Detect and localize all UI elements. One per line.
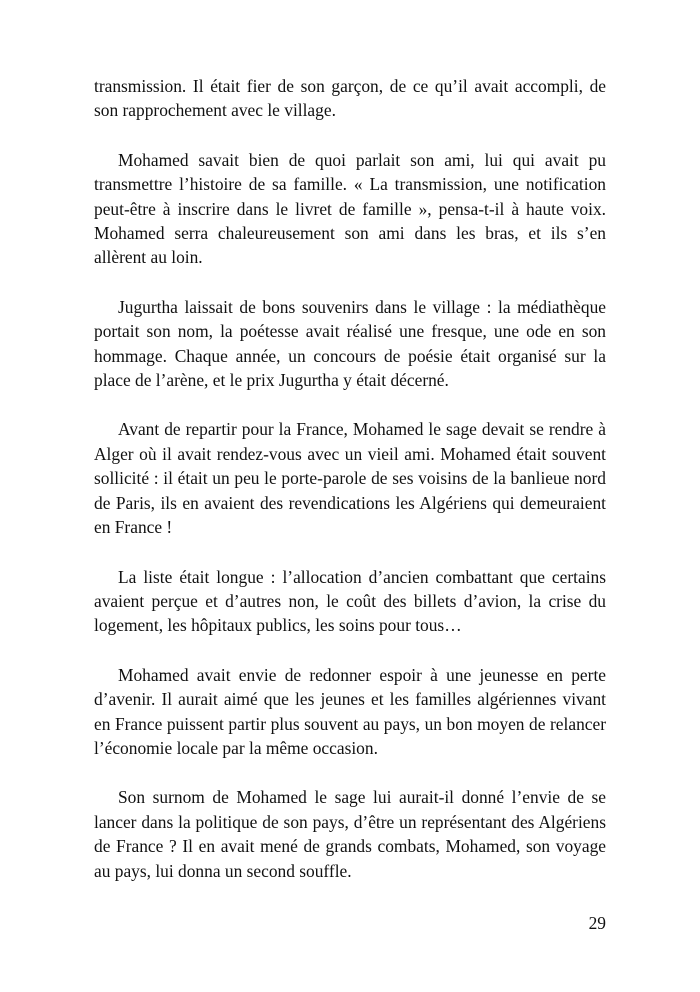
paragraph-5: La liste était longue : l’allocation d’ancien combattant que certains avaient perçue et d’autres non, le coût des billets d’avion, la crise du logement, les hôpitaux publics, les soins pour tous… [94, 566, 606, 636]
page-body [94, 74, 606, 908]
paragraph-3: Jugurtha laissait de bons souvenirs dans le village : la médiathèque portait son nom, la poétesse avait réalisé une fresque, une ode en son hommage. Chaque année, un concours de poésie était organisé sur la place de l’arène, et le prix Jugurtha y était décerné. [94, 296, 606, 391]
page-number: 29 [588, 913, 606, 933]
paragraph-6: Mohamed avait envie de redonner espoir à une jeunesse en perte d’avenir. Il aurait aimé que les jeunes et les familles algériennes vivant en France puissent partir plus souvent au pays, un bon moyen de relancer l’économie locale par la même occasion. [94, 664, 606, 758]
paragraph-2: Mohamed savait bien de quoi parlait son ami, lui qui avait pu transmettre l’histoire de sa famille. « La transmission, une notification peut-être à inscrire dans le livret de famille », pensa-t-il à haute voix. Mohamed serra chaleureusement son ami dans les bras, et ils s’en allèrent au loin. [94, 149, 606, 268]
paragraph-4: Avant de repartir pour la France, Mohamed le sage devait se rendre à Alger où il avait rendez-vous avec un vieil ami. Mohamed était souvent sollicité : il était un peu le porte-parole de ses voisins de la banlieue nord de Paris, ils en avaient des revendications les Algériens qui demeuraient en France ! [94, 419, 606, 538]
paragraph-1: transmission. Il était fier de son garçon, de ce qu’il avait accompli, de son rapprochement avec le village. [94, 76, 606, 121]
paragraph-7: Son surnom de Mohamed le sage lui aurait-il donné l’envie de se lancer dans la politique de son pays, d’être un représentant des Algériens de France ? Il en avait mené de grands combats, Mohamed, son voyage au pays, lui donna un second souffle. [94, 787, 606, 881]
